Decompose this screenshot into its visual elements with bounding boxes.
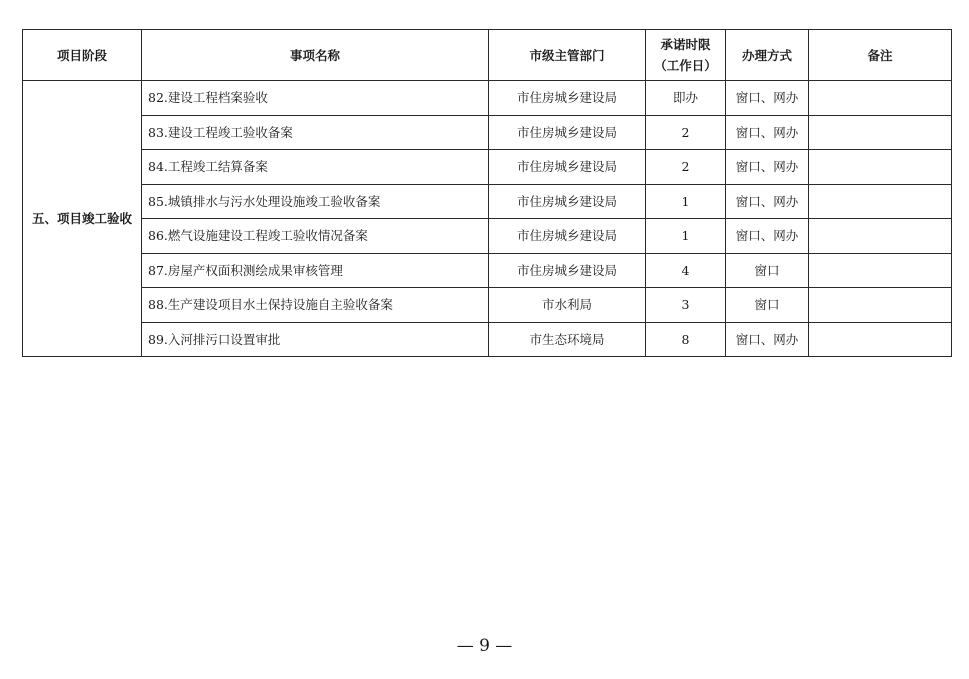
item-name-cell: 88.生产建设项目水土保持设施自主验收备案: [142, 288, 489, 323]
item-name-cell: 89.入河排污口设置审批: [142, 322, 489, 357]
header-time-limit-line1: 承诺时限: [660, 37, 711, 52]
method-cell: 窗口、网办: [726, 115, 809, 150]
note-cell: [809, 115, 952, 150]
approval-items-table-container: [22, 29, 952, 357]
note-cell: [809, 253, 952, 288]
method-cell: 窗口、网办: [726, 322, 809, 357]
method-cell: 窗口: [726, 253, 809, 288]
approval-items-table: [22, 29, 952, 357]
table-row: [23, 219, 952, 254]
time-limit-cell: 2: [646, 115, 726, 150]
table-row: [23, 150, 952, 185]
header-time-limit: [646, 30, 726, 81]
header-item-name: 事项名称: [142, 30, 489, 81]
item-name-cell: 86.燃气设施建设工程竣工验收情况备案: [142, 219, 489, 254]
stage-cell: 五、项目竣工验收: [23, 81, 142, 357]
time-limit-cell: 即办: [646, 81, 726, 116]
department-cell: 市水利局: [489, 288, 646, 323]
table-row: [23, 322, 952, 357]
method-cell: 窗口: [726, 288, 809, 323]
item-name-cell: 84.工程竣工结算备案: [142, 150, 489, 185]
note-cell: [809, 81, 952, 116]
department-cell: 市住房城乡建设局: [489, 150, 646, 185]
table-row: [23, 253, 952, 288]
method-cell: 窗口、网办: [726, 219, 809, 254]
note-cell: [809, 150, 952, 185]
item-name-cell: 82.建设工程档案验收: [142, 81, 489, 116]
item-name-cell: 85.城镇排水与污水处理设施竣工验收备案: [142, 184, 489, 219]
time-limit-cell: 8: [646, 322, 726, 357]
department-cell: 市住房城乡建设局: [489, 115, 646, 150]
table-row: [23, 288, 952, 323]
department-cell: 市生态环境局: [489, 322, 646, 357]
table-header-row: [23, 30, 952, 81]
time-limit-cell: 1: [646, 184, 726, 219]
item-name-cell: 83.建设工程竣工验收备案: [142, 115, 489, 150]
note-cell: [809, 184, 952, 219]
note-cell: [809, 322, 952, 357]
table-row: [23, 81, 952, 116]
table-row: [23, 115, 952, 150]
time-limit-cell: 1: [646, 219, 726, 254]
department-cell: 市住房城乡建设局: [489, 219, 646, 254]
method-cell: 窗口、网办: [726, 81, 809, 116]
header-time-limit-line2: （工作日）: [654, 58, 717, 73]
page-number: — 9 —: [456, 636, 513, 656]
table-row: [23, 184, 952, 219]
department-cell: 市住房城乡建设局: [489, 184, 646, 219]
item-name-cell: 87.房屋产权面积测绘成果审核管理: [142, 253, 489, 288]
department-cell: 市住房城乡建设局: [489, 253, 646, 288]
header-department: 市级主管部门: [489, 30, 646, 81]
header-stage: 项目阶段: [23, 30, 142, 81]
time-limit-cell: 2: [646, 150, 726, 185]
method-cell: 窗口、网办: [726, 150, 809, 185]
note-cell: [809, 288, 952, 323]
time-limit-cell: 4: [646, 253, 726, 288]
department-cell: 市住房城乡建设局: [489, 81, 646, 116]
note-cell: [809, 219, 952, 254]
header-note: 备注: [809, 30, 952, 81]
time-limit-cell: 3: [646, 288, 726, 323]
method-cell: 窗口、网办: [726, 184, 809, 219]
header-method: 办理方式: [726, 30, 809, 81]
